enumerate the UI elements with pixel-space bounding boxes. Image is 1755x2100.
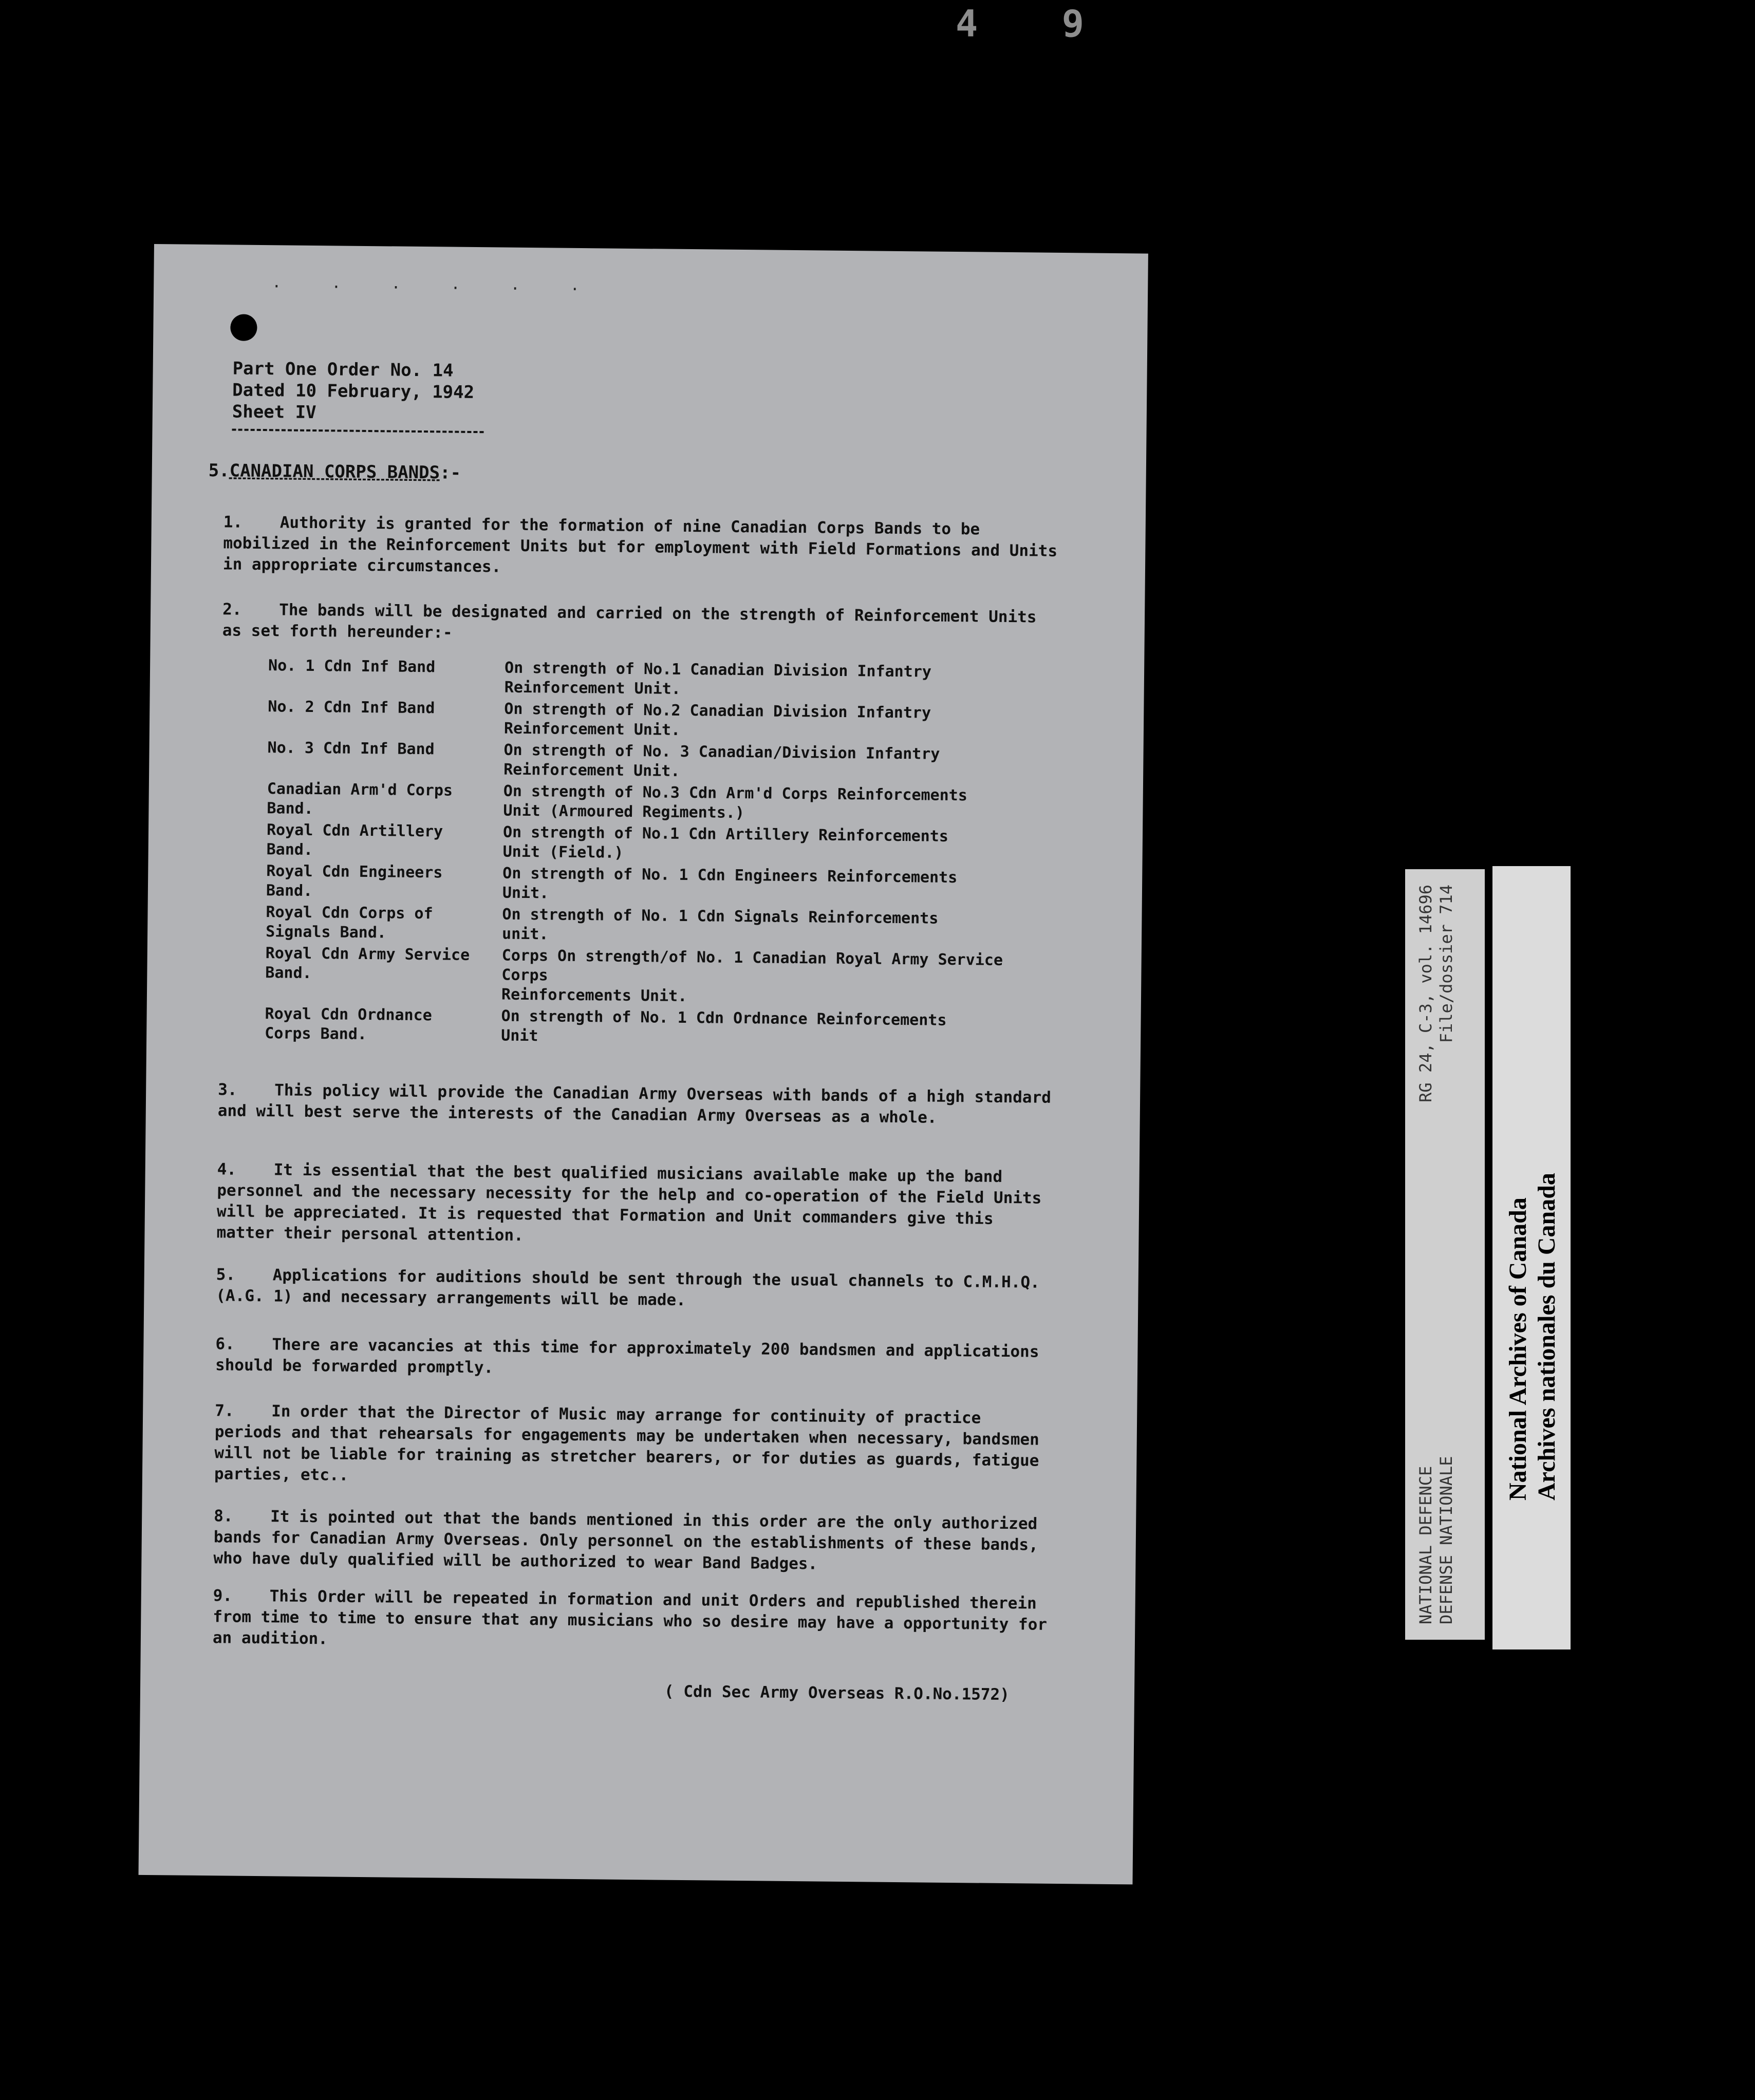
paragraph-text: Applications for auditions should be sent through the usual channels to C.M.H.Q. (A.G. 1) and necessary arrangements will be made. bbox=[216, 1266, 1040, 1310]
paragraph-8 bbox=[213, 1506, 1056, 1577]
band-name: Royal Cdn Corps of Signals Band. bbox=[265, 903, 433, 942]
paragraph-number: 7. bbox=[215, 1401, 234, 1420]
signoff-reference: ( Cdn Sec Army Overseas R.O.No.1572) bbox=[664, 1682, 1010, 1704]
header-rule bbox=[232, 428, 484, 433]
band-name: No. 1 Cdn Inf Band bbox=[268, 657, 436, 677]
band-row bbox=[268, 656, 1019, 702]
paragraph-3 bbox=[218, 1079, 1061, 1130]
band-strength: On strength of No. 1 Cdn Engineers Reinforcements Unit. bbox=[502, 864, 958, 903]
stamp-reference: RG 24, C-3, vol. 14696 bbox=[1416, 885, 1435, 1102]
band-name: Royal Cdn Engineers Band. bbox=[266, 862, 443, 901]
band-row bbox=[265, 944, 1016, 1009]
stamp-dept-en: NATIONAL DEFENCE bbox=[1416, 1466, 1435, 1624]
order-sheet: Sheet IV bbox=[232, 401, 316, 423]
paragraph-text: The bands will be designated and carried on the strength of Reinforcement Units as set forth hereunder:- bbox=[222, 601, 1037, 642]
band-row bbox=[267, 820, 1017, 867]
archive-reference-stamp bbox=[1405, 869, 1485, 1640]
paragraph-5 bbox=[216, 1264, 1059, 1315]
paragraph-number: 6. bbox=[215, 1335, 235, 1354]
band-row bbox=[266, 861, 1017, 908]
section-title: CANADIAN CORPS BANDS bbox=[229, 460, 440, 483]
paragraph-number: 4. bbox=[217, 1160, 237, 1179]
stamp-file: File/dossier 714 bbox=[1436, 885, 1456, 1043]
paragraph-text: In order that the Director of Music may arrange for continuity of practice periods and that rehearsals for engagements may be undertaken when necessary, bandsmen will not be liable for training as stretcher bearers, or for duties as guards, fatigue parties, etc.. bbox=[214, 1402, 1039, 1485]
section-heading bbox=[209, 460, 461, 483]
paragraph-text: This policy will provide the Canadian Army Overseas with bands of a high standard and will best serve the interests of the Canadian Army Overseas as a whole. bbox=[217, 1081, 1052, 1127]
paragraph-2 bbox=[222, 599, 1066, 649]
punch-hole bbox=[230, 314, 257, 341]
band-row bbox=[268, 697, 1018, 743]
stamp-archive-en: National Archives of Canada bbox=[1504, 1197, 1532, 1501]
band-row bbox=[265, 1004, 1015, 1051]
paragraph-text: This Order will be repeated in formation and unit Orders and republished therein from time to time to ensure that any musicians who so desire may have a opportunity for an audition. bbox=[212, 1587, 1048, 1648]
document-sheet bbox=[139, 244, 1148, 1884]
band-name: Royal Cdn Artillery Band. bbox=[266, 821, 443, 859]
band-strength: On strength of No. 1 Cdn Signals Reinforcements unit. bbox=[501, 905, 939, 944]
band-row bbox=[267, 738, 1018, 784]
paragraph-1 bbox=[223, 512, 1066, 583]
band-strength: On strength of No.1 Canadian Division Infantry Reinforcement Unit. bbox=[504, 659, 932, 698]
section-suffix: :- bbox=[439, 462, 461, 483]
paragraph-9 bbox=[213, 1585, 1056, 1657]
band-list bbox=[265, 656, 1018, 1053]
band-strength: On strength of No. 3 Canadian/Division Infantry Reinforcement Unit. bbox=[503, 741, 940, 780]
band-strength: Corps On strength/of No. 1 Canadian Royal Army Service Corps Reinforcements Unit. bbox=[501, 946, 1003, 1006]
paragraph-number: 2. bbox=[222, 600, 242, 619]
order-date: Dated 10 February, 1942 bbox=[232, 380, 475, 403]
frame-marks: 4 9 bbox=[956, 2, 1115, 45]
paragraph-7 bbox=[214, 1400, 1057, 1493]
paragraph-text: It is essential that the best qualified musicians available make up the band personnel and the necessary necessity for the help and co-operation of the Field Units will be appreciated. It is requested that Formation and Unit commanders give this matter their personal attention. bbox=[216, 1160, 1042, 1245]
paragraph-number: 9. bbox=[213, 1586, 233, 1605]
band-name: Royal Cdn Army Service Band. bbox=[265, 944, 470, 983]
stamp-dept-fr: DEFENSE NATIONALE bbox=[1436, 1456, 1456, 1624]
band-strength: On strength of No.2 Canadian Division Infantry Reinforcement Unit. bbox=[503, 700, 931, 739]
band-name: Royal Cdn Ordnance Corps Band. bbox=[265, 1005, 432, 1044]
specks: . . . . . . bbox=[272, 273, 601, 295]
paragraph-number: 8. bbox=[214, 1507, 233, 1526]
section-number: 5. bbox=[208, 460, 230, 481]
band-strength: On strength of No. 1 Cdn Ordnance Reinforcements Unit bbox=[501, 1007, 947, 1045]
band-row bbox=[266, 903, 1016, 949]
paragraph-text: It is pointed out that the bands mentioned in this order are the only authorized bands for Canadian Army Overseas. Only personnel on the establishments of these bands, who have duly qualified will be authorized to wear Band Badges. bbox=[213, 1507, 1039, 1573]
order-header bbox=[232, 358, 475, 425]
paragraph-number: 3. bbox=[218, 1080, 237, 1099]
paragraph-text: Authority is granted for the formation of nine Canadian Corps Bands to be mobilized in the Reinforcement Units but for employment with Field Formations and Units in appropriate circumstances. bbox=[222, 513, 1058, 576]
band-name: Canadian Arm'd Corps Band. bbox=[267, 780, 453, 818]
paragraph-number: 5. bbox=[216, 1265, 236, 1284]
band-name: No. 2 Cdn Inf Band bbox=[268, 698, 435, 718]
archive-name-stamp bbox=[1492, 866, 1571, 1649]
stamp-archive-fr: Archives nationales du Canada bbox=[1533, 1173, 1560, 1501]
band-strength: On strength of No.1 Cdn Artillery Reinforcements Unit (Field.) bbox=[502, 823, 949, 862]
paragraph-4 bbox=[216, 1159, 1059, 1251]
band-name: No. 3 Cdn Inf Band bbox=[267, 739, 435, 759]
band-row bbox=[267, 779, 1017, 826]
paragraph-number: 1. bbox=[223, 513, 243, 532]
order-number: Part One Order No. 14 bbox=[232, 358, 454, 381]
band-strength: On strength of No.3 Cdn Arm'd Corps Reinforcements Unit (Armoured Regiments.) bbox=[503, 782, 968, 822]
paragraph-6 bbox=[215, 1334, 1058, 1384]
paragraph-text: There are vacancies at this time for approximately 200 bandsmen and applications should be forwarded promptly. bbox=[215, 1335, 1039, 1377]
